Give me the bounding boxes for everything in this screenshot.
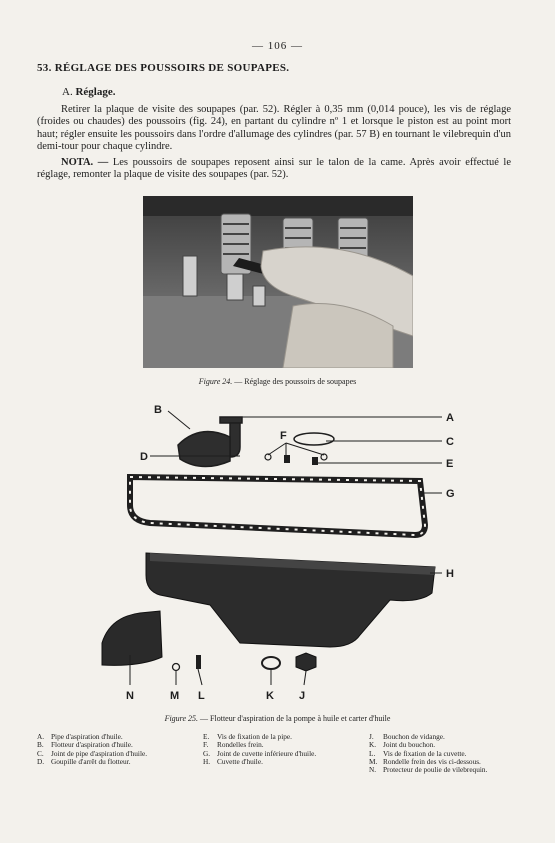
legend-key: K. [369, 740, 377, 750]
legend-text: Goupille d'arrêt du flotteur. [51, 756, 131, 766]
sump-gasket [130, 477, 425, 535]
callout-d: D [140, 451, 148, 463]
valve-adjustment-photo [143, 196, 413, 368]
pulley-protector [102, 611, 162, 665]
legend-key: A. [37, 732, 45, 741]
paragraph-adjustment: Retirer la plaque de visite des soupapes (par. 52). Régler à 0,35 mm (0,014 pouce), les vis de réglage (froides ou chaudes) des poussoirs (fig. 24), en partant du cylindre nº 1 et lorsque le piston est au point mort haut; régler ensuite les poussoirs dans l'ordre d'allumage des cylindres (par. 57 B) en tournant le vilebrequin d'un demi-tour pour chaque cylindre. [37, 104, 511, 152]
callout-f: F [280, 430, 287, 442]
figure-24-caption [0, 377, 555, 386]
paragraph-nota [37, 157, 511, 182]
pan-screw [196, 655, 201, 669]
callout-k: K [266, 690, 274, 702]
legend-text: Joint de pipe d'aspiration d'huile. [51, 748, 148, 758]
legend-text: Flotteur d'aspiration d'huile. [51, 740, 133, 750]
figure-24-text: — Réglage des poussoirs de soupapes [234, 377, 357, 386]
legend-text: Bouchon de vidange. [383, 732, 445, 741]
legend-text: Rondelles frein. [217, 740, 264, 750]
figure-24-photo [143, 196, 413, 368]
figure-25-label: Figure 25. [164, 714, 199, 723]
callout-e: E [446, 458, 454, 470]
section-title: 53. RÉGLAGE DES POUSSOIRS DE SOUPAPES. [37, 62, 290, 74]
legend-text: Joint de cuvette inférieure d'huile. [217, 748, 317, 758]
figure-25-text: — Flotteur d'aspiration de la pompe à huile et carter d'huile [200, 714, 391, 723]
screw-washer [173, 664, 180, 671]
legend-item [203, 758, 316, 766]
callout-n: N [126, 690, 134, 702]
legend-text: Vis de fixation de la cuvette. [383, 748, 467, 758]
legend-key: N. [369, 765, 377, 775]
legend-text: Joint du bouchon. [383, 740, 436, 750]
subsection-letter: A. [62, 86, 73, 98]
legend-text: Vis de fixation de la pipe. [217, 732, 292, 741]
legend-item [37, 758, 147, 766]
plug-gasket [262, 657, 280, 669]
legend-key: J. [369, 732, 374, 741]
figure-25-diagram [90, 395, 490, 710]
legend-key: M. [369, 756, 378, 766]
subsection-heading [62, 86, 115, 98]
figure-24-label: Figure 24. [198, 377, 233, 386]
oil-suction-float [178, 417, 242, 467]
pipe-gasket [294, 433, 334, 445]
legend-key: F. [203, 740, 209, 750]
callout-a: A [446, 412, 454, 424]
legend-key: B. [37, 740, 44, 750]
legend-text: Protecteur de poulie de vilebrequin. [383, 765, 488, 775]
subsection-title: Réglage. [75, 86, 116, 98]
legend-text: Pipe d'aspiration d'huile. [51, 732, 123, 741]
callout-c: C [446, 436, 454, 448]
legend-column-2 [203, 733, 316, 766]
figure-25-caption [0, 714, 555, 723]
legend-key: G. [203, 748, 211, 758]
drain-plug [296, 653, 316, 671]
legend-key: H. [203, 756, 211, 766]
legend-text: Rondelle frein des vis ci-dessous. [383, 756, 481, 766]
callout-l: L [198, 690, 205, 702]
legend-item [369, 766, 487, 774]
legend-key: C. [37, 748, 44, 758]
callout-m: M [170, 690, 180, 702]
legend-column-1 [37, 733, 147, 766]
legend-text: Cuvette d'huile. [217, 756, 263, 766]
legend-key: E. [203, 732, 210, 741]
pipe-screws [284, 455, 318, 465]
legend-column-3 [369, 733, 487, 774]
nota-text: Les poussoirs de soupapes reposent ainsi sur le talon de la came. Après avoir effectué le réglage, remonter la plaque de visite des soupapes (par. 52). [37, 157, 511, 181]
callout-h: H [446, 568, 454, 580]
callout-g: G [446, 488, 455, 500]
legend-key: L. [369, 748, 376, 758]
page-number: — 106 — [252, 40, 303, 52]
callout-b: B [154, 404, 162, 416]
nota-label: NOTA. — [61, 157, 109, 168]
legend-key: D. [37, 756, 45, 766]
callout-j: J [299, 690, 306, 702]
